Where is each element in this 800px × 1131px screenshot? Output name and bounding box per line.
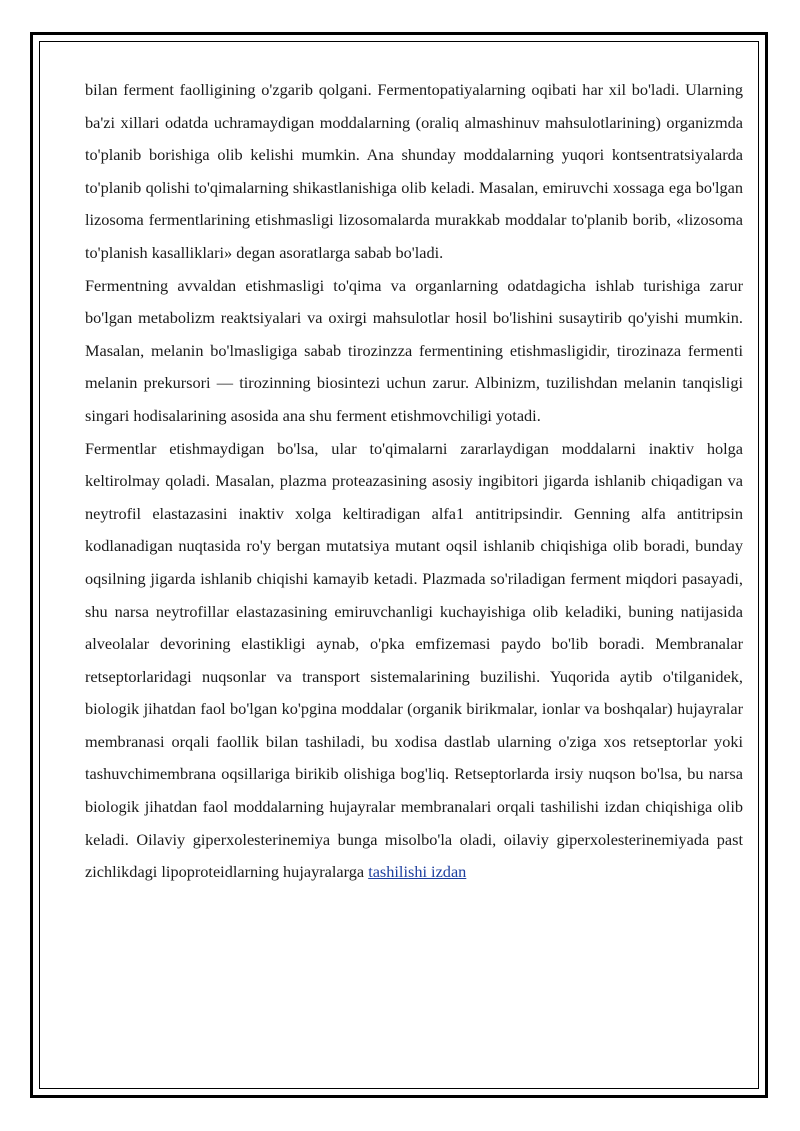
document-body (85, 74, 743, 889)
paragraph-3-text: Fermentlar etishmaydigan bo'lsa, ular to'qimalarni zararlaydigan moddalarni inaktiv holga keltirolmay qoladi. Masalan, plazma proteazasining asosiy ingibitori jigarda ishlanib chiqadigan va neytrofil elastazasini inaktiv xolga keltiradigan alfa1 antitripsindir. Genning alfa antitripsin kodlanadigan nuqtasida ro'y bergan mutatsiya mutant oqsil ishlanib chiqishiga olib boradi, bunday oqsilning jigarda ishlanib chiqishi kamayib ketadi. Plazmada so'riladigan ferment miqdori pasayadi, shu narsa neytrofillar elastazasining emiruvchanligi kuchayishiga olib keladiki, buning natijasida alveolalar devorining elastikligi aynab, o'pka emfizemasi paydo bo'lib boradi. Membranalar retseptorlaridagi nuqsonlar va transport sistemalarining buzilishi. Yuqorida aytib o'tilganidek, biologik jihatdan faol bo'lgan ko'pgina moddalar (organik birikmalar, ionlar va boshqalar) hujayralar membranasi orqali faollik bilan tashiladi, bu xodisa dastlab ularning o'ziga xos retseptorlar yoki tashuvchimembrana oqsillariga birikib olishiga bog'liq. Retseptorlarda irsiy nuqson bo'lsa, bu narsa biologik jihatdan faol moddalarning hujayralar membranalari orqali tashilishi izdan chiqishiga olib keladi. Oilaviy giperxolesterinemiya bunga misolbo'la oladi, oilaviy giperxolesterinemiyada past zichlikdagi lipoproteidlarning hujayralarga (85, 438, 743, 882)
hyperlink[interactable]: tashilishi izdan (368, 862, 467, 882)
paragraph-3 (85, 433, 743, 889)
paragraph-2: Fermentning avvaldan etishmasligi to'qima va organlarning odatdagicha ishlab turishiga zarur bo'lgan metabolizm reaktsiyalari va oxirgi mahsulotlar hosil bo'lishini susaytirib qo'yishi mumkin. Masalan, melanin bo'lmasligiga sabab tirozinzza fermentining etishmasligidir, tirozinaza fermenti melanin prekursori — tirozinning biosintezi uchun zarur. Albinizm, tuzilishdan melanin tanqisligi singari hodisalarining asosida ana shu ferment etishmovchiligi yotadi. (85, 275, 743, 425)
paragraph-1: bilan ferment faolligining o'zgarib qolgani. Fermentopatiyalarning oqibati har xil bo'ladi. Ularning ba'zi xillari odatda uchramaydigan moddalarning (oraliq almashinuv mahsulotlarining) organizmda to'planib borishiga olib kelishi mumkin. Ana shunday moddalarning yuqori kontsentratsiyalarda to'planib qolishi to'qimalarning shikastlanishiga olib keladi. Masalan, emiruvchi xossaga ega bo'lgan lizosoma fermentlarining etishmasligi lizosomalarda murakkab moddalar to'planib borib, «lizosoma to'planish kasalliklari» degan asoratlarga sabab bo'ladi. (85, 80, 743, 262)
